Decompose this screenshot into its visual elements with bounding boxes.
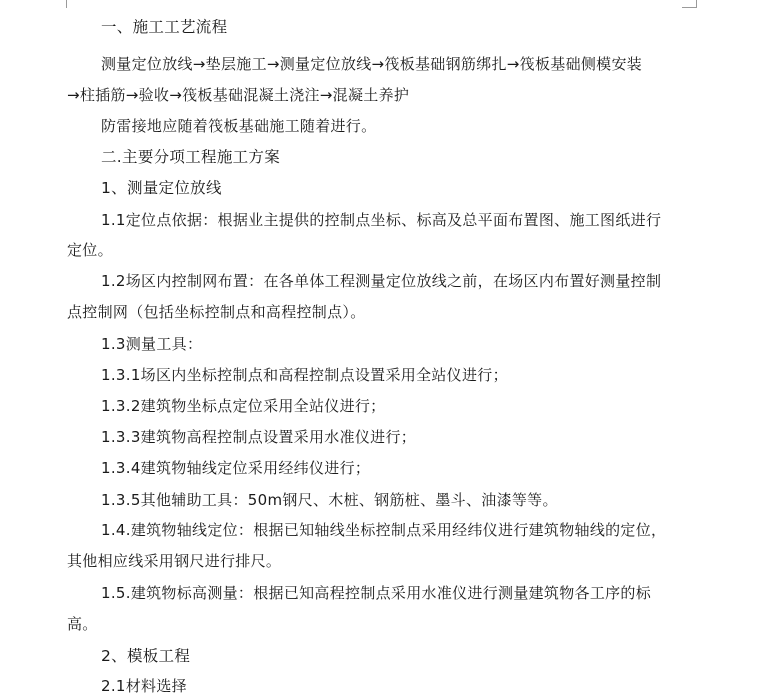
paragraph-1-1-continued: 定位。 bbox=[67, 241, 113, 259]
subsection-heading-survey: 1、测量定位放线 bbox=[101, 179, 222, 197]
paragraph-1-3-3: 1.3.3建筑物高程控制点设置采用水准仪进行； bbox=[101, 428, 417, 446]
paragraph-1-5-continued: 高。 bbox=[67, 615, 98, 633]
margin-crop-mark-right bbox=[696, 0, 697, 8]
paragraph-1-3: 1.3测量工具： bbox=[101, 335, 203, 353]
paragraph-lightning-protection: 防雷接地应随着筏板基础施工随着进行。 bbox=[101, 117, 377, 135]
paragraph-1-2-continued: 点控制网（包括坐标控制点和高程控制点）。 bbox=[67, 303, 366, 321]
margin-crop-mark-left bbox=[66, 0, 67, 8]
paragraph-process-flow-continued: →柱插筋→验收→筏板基础混凝土浇注→混凝土养护 bbox=[67, 86, 410, 104]
subsection-heading-formwork: 2、模板工程 bbox=[101, 647, 191, 665]
paragraph-1-1: 1.1定位点依据：根据业主提供的控制点坐标、标高及总平面布置图、施工图纸进行 bbox=[101, 211, 662, 229]
paragraph-1-3-1: 1.3.1场区内坐标控制点和高程控制点设置采用全站仪进行； bbox=[101, 366, 508, 384]
paragraph-1-4-continued: 其他相应线采用钢尺进行排尺。 bbox=[67, 552, 282, 570]
paragraph-process-flow: 测量定位放线→垫层施工→测量定位放线→筏板基础钢筋绑扎→筏板基础侧模安装 bbox=[101, 55, 643, 73]
paragraph-2-1-partial: 2.1材料选择 bbox=[101, 677, 187, 695]
paragraph-1-3-2: 1.3.2建筑物坐标点定位采用全站仪进行； bbox=[101, 397, 386, 415]
paragraph-1-4: 1.4.建筑物轴线定位：根据已知轴线坐标控制点采用经纬仪进行建筑物轴线的定位， bbox=[101, 521, 667, 539]
paragraph-1-2: 1.2场区内控制网布置：在各单体工程测量定位放线之前，在场区内布置好测量控制 bbox=[101, 272, 662, 290]
paragraph-1-3-4: 1.3.4建筑物轴线定位采用经纬仪进行； bbox=[101, 459, 371, 477]
paragraph-1-5: 1.5.建筑物标高测量：根据已知高程控制点采用水准仪进行测量建筑物各工序的标 bbox=[101, 584, 652, 602]
paragraph-1-3-5: 1.3.5其他辅助工具：50m钢尺、木桩、钢筋桩、墨斗、油漆等等。 bbox=[101, 491, 558, 509]
section-heading-process: 一、施工工艺流程 bbox=[101, 18, 228, 36]
margin-crop-mark-right-horizontal bbox=[682, 7, 696, 8]
section-heading-main-items: 二.主要分项工程施工方案 bbox=[101, 148, 281, 166]
